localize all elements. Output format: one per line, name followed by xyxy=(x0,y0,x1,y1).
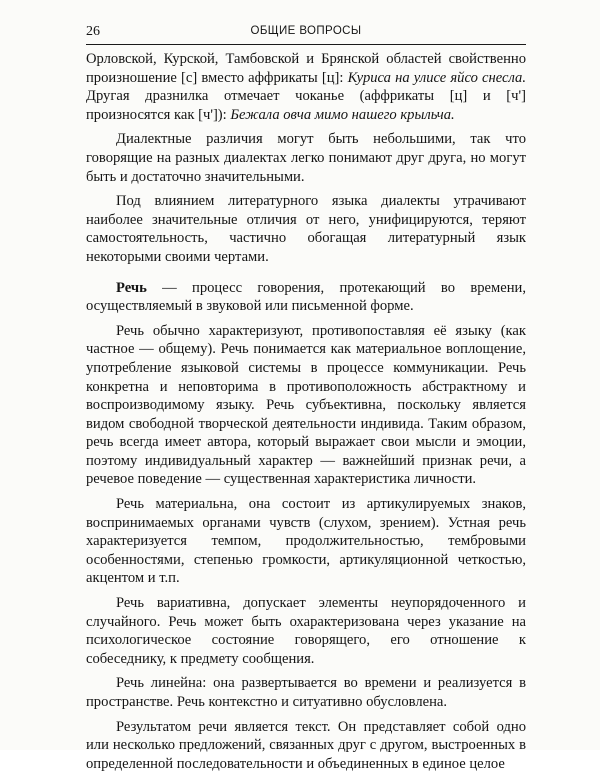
paragraph-text: Орловской, Курской, Тамбовской и Брянской областей свойственно произношение [с] вместо аффрикаты [ц]: xyxy=(86,51,526,86)
page-number: 26 xyxy=(86,24,100,39)
paragraph-literary-influence: Под влиянием литературного языка диалекты утрачивают наиболее значительные отличия от него, унифицируются, теряют самостоятельность, частично обогащая литературный язык некоторыми своими чертами. xyxy=(86,193,526,265)
body-text xyxy=(86,50,526,773)
paragraph-text: Другая дразнилка отмечает чоканье (аффрикаты [ц] и [ч'] произносятся как [ч']): xyxy=(86,88,526,123)
definition-text: — процесс говорения, протекающий во времени, осуществляемый в звуковой или письменной форме. xyxy=(86,279,526,315)
term-speech: Речь xyxy=(116,279,147,296)
example-phrase: Куриса на улисе яйсо снесла. xyxy=(347,69,526,86)
paragraph-speech-linear: Речь линейна: она развертывается во времени и реализуется в пространстве. Речь контекстно и ситуативно обусловлена. xyxy=(86,675,526,710)
paragraph-dialect-differences: Диалектные различия могут быть небольшими, так что говорящие на разных диалектах легко понимают друг друга, но могут быть и достаточно значительными. xyxy=(86,131,526,185)
paragraph-speech-result: Результатом речи является текст. Он представляет собой одно или несколько предложений, связанных друг с другом, выстроенных в определенной последовательности и объединенных в единое целое xyxy=(86,718,526,772)
paragraph-speech-definition xyxy=(86,279,526,316)
example-phrase: Бежала овча мимо нашего крыльча. xyxy=(230,106,455,123)
paragraph-speech-variative: Речь вариативна, допускает элементы неупорядоченного и случайного. Речь может быть охарактеризована через указание на психологическое состояние говорящего, его отношение к собеседнику, к предмету сообщения. xyxy=(86,595,526,667)
chapter-title: ОБЩИЕ ВОПРОСЫ xyxy=(250,25,362,37)
running-head xyxy=(86,24,526,45)
paragraph-dialect-examples xyxy=(86,50,526,124)
paragraph-speech-characteristics: Речь обычно характеризуют, противопоставляя её языку (как частное — общему). Речь понимается как материальное воплощение, употребление языковой системы в процессе коммуникации. Речь конкретна и неповторима в противоположность абстрактному и воспроизводимому языку. Речь субъективна, поскольку является видом свободной творческой деятельности индивида. Таким образом, речь всегда имеет автора, который выражает свои мысли и эмоции, поэтому индивидуальный характер — важнейший признак речи, а речевое поведение — существенная характеристика личности. xyxy=(86,322,526,488)
paragraph-speech-material: Речь материальна, она состоит из артикулируемых знаков, воспринимаемых органами чувств (слухом, зрением). Устная речь характеризуется темпом, продолжительностью, тембровыми особенностями, степенью громкости, артикуляционной четкостью, акцентом и т.п. xyxy=(86,496,526,587)
